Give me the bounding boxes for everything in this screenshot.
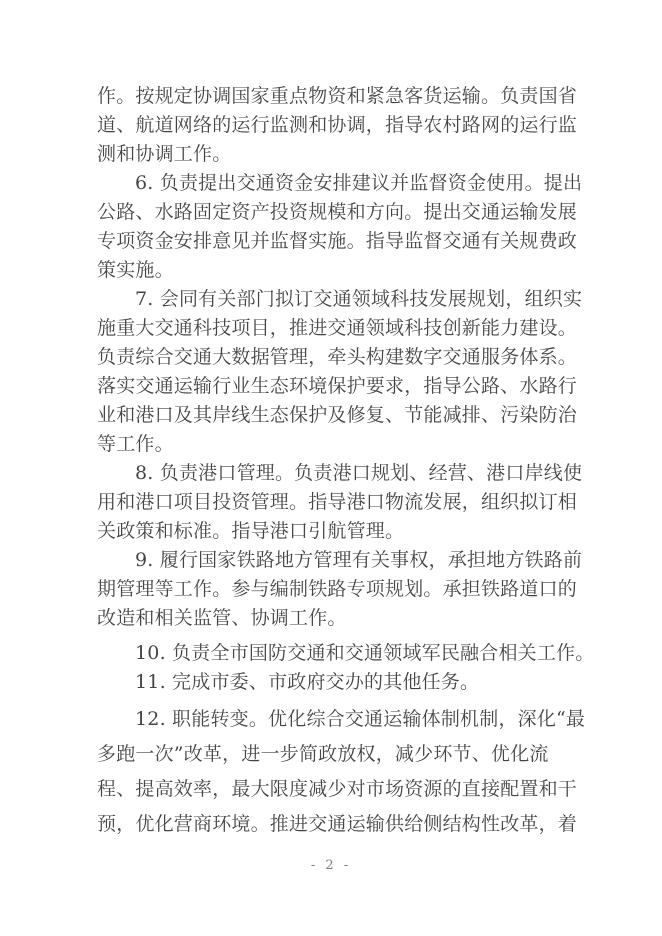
text-line: 期管理等工作。参与编制铁路专项规划。承担铁路道口的 (97, 578, 578, 600)
text-line: 8. 负责港口管理。负责港口规划、经营、港口岸线使 (135, 462, 583, 484)
paragraph-item-11 (97, 668, 575, 697)
text-line: 等工作。 (97, 433, 174, 455)
paragraph-item-7 (97, 285, 583, 459)
text-line: 7. 会同有关部门拟订交通领域科技发展规划，组织实 (135, 288, 583, 310)
text-line: 负责综合交通大数据管理，牵头构建数字交通服务体系。 (97, 346, 578, 368)
text-line: 落实交通运输行业生态环境保护要求，指导公路、水路行 (97, 375, 578, 397)
text-line: 关政策和标准。指导港口引航管理。 (97, 520, 405, 542)
text-line: 10. 负责全市国防交通和交通领域军民融合相关工作。 (135, 642, 595, 664)
text-line: 策实施。 (97, 259, 174, 281)
paragraph-item-8 (97, 459, 583, 546)
text-line: 改造和相关监管、协调工作。 (97, 607, 347, 629)
page-number: - 2 - (310, 858, 352, 873)
text-line: 预，优化营商环境。推进交通运输供给侧结构性改革，着 (97, 813, 578, 835)
text-line: 道、航道网络的运行监测和协调，指导农村路网的运行监 (97, 114, 578, 136)
text-line: 作。按规定协调国家重点物资和紧急客货运输。负责国省 (97, 85, 578, 107)
text-line: 12. 职能转变。优化综合交通运输体制机制，深化“最 (135, 708, 586, 730)
text-line: 多跑一次”改革，进一步简政放权，减少环节、优化流 (97, 743, 549, 765)
text-line: 测和协调工作。 (97, 143, 232, 165)
text-line: 公路、水路固定资产投资规模和方向。提出交通运输发展 (97, 201, 578, 223)
text-line: 施重大交通科技项目，推进交通领域科技创新能力建设。 (97, 317, 578, 339)
text-line: 11. 完成市委、市政府交办的其他任务。 (135, 671, 480, 693)
text-line: 6. 负责提出交通资金安排建议并监督资金使用。提出 (135, 172, 583, 194)
text-line: 用和港口项目投资管理。指导港口物流发展，组织拟订相 (97, 491, 578, 513)
paragraph-item-10 (97, 639, 595, 668)
text-line: 业和港口及其岸线生态保护及修复、节能减排、污染防治 (97, 404, 578, 426)
paragraph-item-12 (97, 702, 586, 842)
paragraph-continuation (97, 82, 578, 169)
text-line: 程、提高效率，最大限度减少对市场资源的直接配置和干 (97, 778, 578, 800)
text-line: 9. 履行国家铁路地方管理有关事权，承担地方铁路前 (135, 549, 583, 571)
document-body (97, 82, 595, 842)
paragraph-item-9 (97, 546, 583, 633)
text-line: 专项资金安排意见并监督实施。指导监督交通有关规费政 (97, 230, 578, 252)
paragraph-item-6 (97, 169, 583, 285)
